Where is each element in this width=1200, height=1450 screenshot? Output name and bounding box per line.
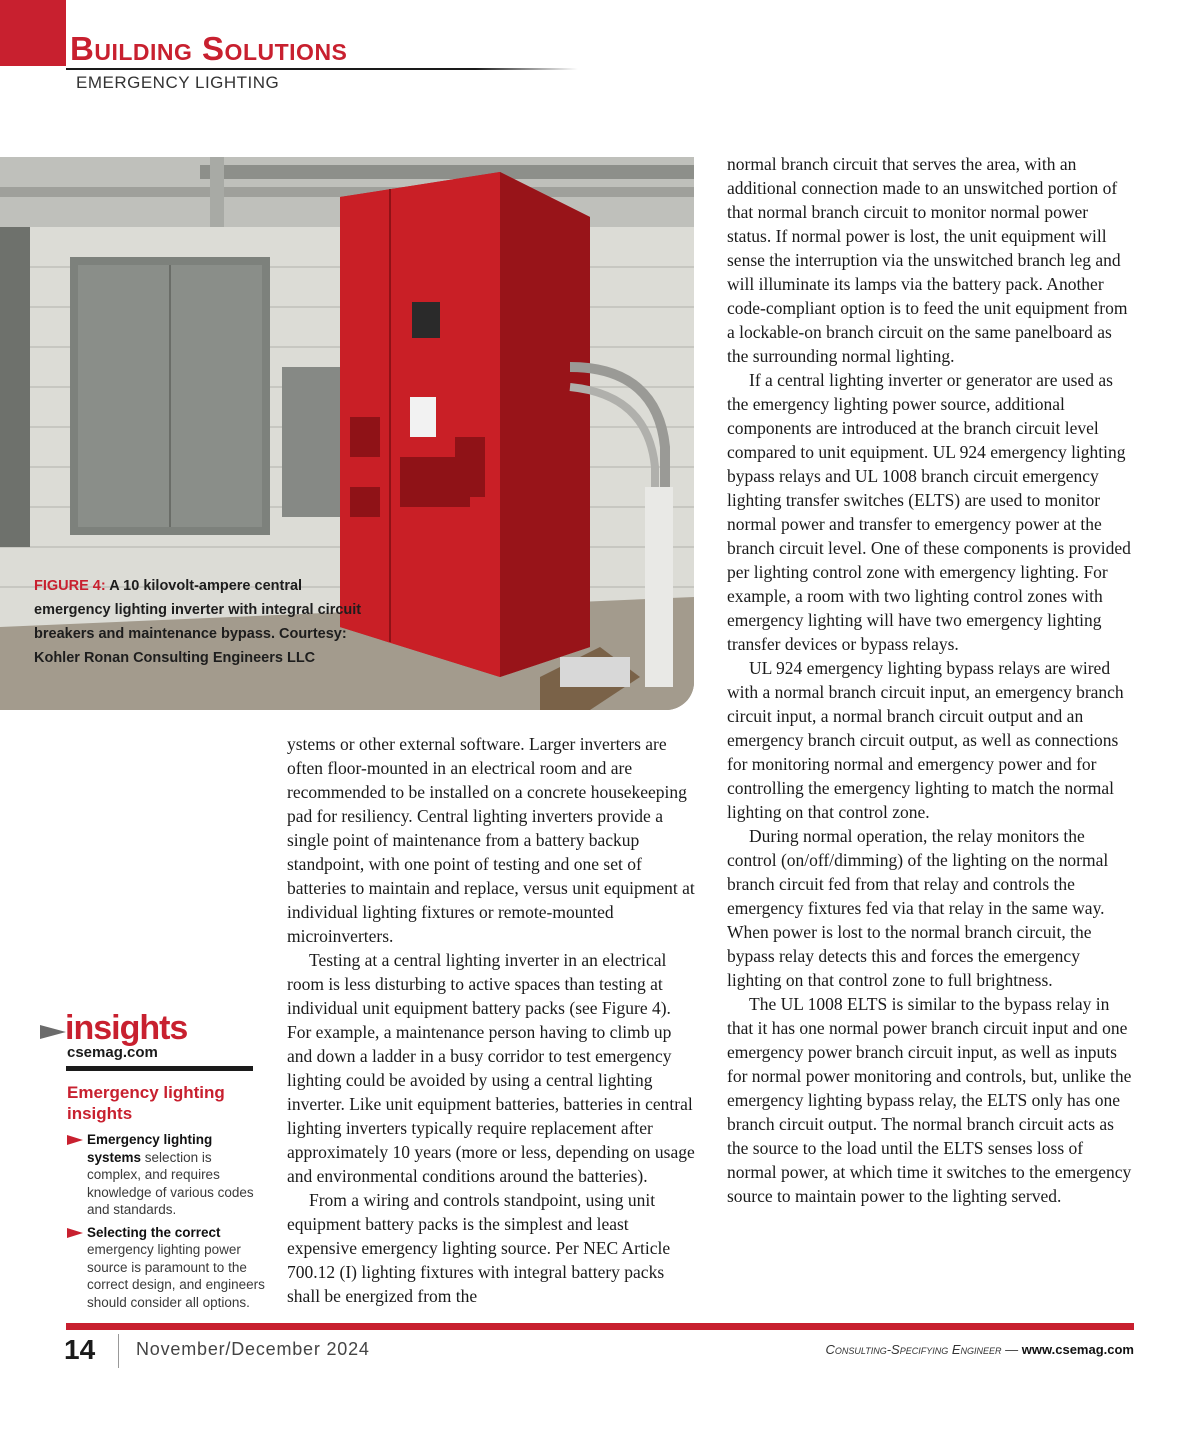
insight-bold: Emergency lighting systems: [87, 1132, 213, 1165]
body-paragraph: normal branch circuit that serves the area, with an additional connection made to an unswitched portion of that normal branch circuit to monitor normal power status. If normal power is lost, the unit equipment will sense the interruption via the unswitched branch leg and will illuminate its lamps via the battery pack. Another code-compliant option is to feed the unit equipment from a lockable-on branch circuit on the same panelboard as the surrounding normal lighting.: [727, 154, 1128, 366]
section-title: Building Solutions: [70, 30, 348, 67]
insights-logo-word: insights: [65, 1009, 188, 1047]
body-paragraph: From a wiring and controls standpoint, using unit equipment battery packs is the simplest and least expensive emergency lighting source. Per NEC Article 700.12 (I) lighting fixtures with integral battery packs shall be energized from the: [287, 1190, 671, 1306]
body-paragraph: UL 924 emergency lighting bypass relays are wired with a normal branch circuit input, an emergency branch circuit input, a normal branch circuit output and an emergency branch circuit output, as well as connections for monitoring normal and emergency power and for controlling the emergency lighting to match the normal lighting on that control zone.: [727, 658, 1124, 822]
arrow-bullet-icon: [67, 1135, 83, 1145]
publication-url[interactable]: www.csemag.com: [1021, 1342, 1134, 1357]
figure-label: FIGURE 4:: [34, 578, 106, 594]
footer-divider: [118, 1334, 119, 1368]
insights-heading: Emergency lighting insights: [67, 1083, 225, 1123]
page-number: 14: [64, 1334, 96, 1365]
figure-caption-text: A 10 kilovolt-ampere central emergency lighting inverter with integral circuit breakers and maintenance bypass. Courtesy: Kohler Ronan Consulting Engineers LLC: [34, 578, 362, 666]
footer-publication: [826, 1342, 1135, 1357]
body-column-right: [727, 152, 1135, 1208]
insights-logo-site: csemag.com: [67, 1044, 158, 1061]
body-paragraph: ystems or other external software. Larger inverters are often floor-mounted in an electrical room and are recommended to be installed on a concrete housekeeping pad for resiliency. Central lighting inverters provide a single point of maintenance from a battery backup standpoint, with one point of testing and one set of batteries to maintain and replace, versus unit equipment at individual lighting fixtures or remote-mounted microinverters.: [287, 734, 695, 946]
arrow-icon: [40, 1025, 66, 1039]
insights-rule: [66, 1066, 253, 1071]
footer-rule: [66, 1323, 1134, 1330]
insight-text: selection is complex, and requires knowledge of various codes and standards.: [87, 1149, 254, 1217]
insights-logo[interactable]: [40, 1009, 260, 1073]
footer-separator: —: [1001, 1342, 1022, 1357]
publication-name: Consulting-Specifying Engineer: [825, 1342, 1002, 1357]
list-item: [67, 1224, 267, 1312]
insight-text: emergency lighting power source is paramount to the correct design, and engineers should consider all options.: [87, 1242, 265, 1310]
issue-date: November/December 2024: [136, 1339, 370, 1359]
insight-bold: Selecting the correct: [87, 1224, 221, 1240]
body-paragraph: Testing at a central lighting inverter in an electrical room is less disturbing to active spaces than testing at individual unit equipment battery packs (see Figure 4). For example, a maintenance person having to climb up and down a ladder in a busy corridor to test emergency lighting could be avoided by using a central lighting inverter. Like unit equipment batteries, batteries in central lighting inverters typically require replacement after approximately 10 years (more or less, depending on usage and environmental conditions around the batteries).: [287, 950, 695, 1186]
red-header-tab: [0, 0, 66, 66]
body-paragraph: During normal operation, the relay monitors the control (on/off/dimming) of the lighting on the normal branch circuit fed from that relay and controls the emergency fixtures fed via that relay in the same way. When power is lost to the normal branch circuit, the bypass relay detects this and forces the emergency lighting on that control zone to full brightness.: [727, 826, 1109, 990]
body-paragraph: If a central lighting inverter or generator are used as the emergency lighting power source, additional components are introduced at the branch circuit level compared to unit equipment. UL 924 emergency lighting bypass relays and UL 1008 branch circuit emergency lighting transfer switches (ELTS) are used to monitor normal power and transfer to emergency power at the branch circuit level. One of these components is provided per lighting control zone with emergency lighting. For example, a room with two lighting control zones with emergency lighting will have two emergency lighting transfer devices or bypass relays.: [727, 370, 1131, 654]
list-item: [67, 1131, 267, 1219]
insights-list: [67, 1131, 267, 1316]
arrow-bullet-icon: [67, 1228, 83, 1238]
body-paragraph: The UL 1008 ELTS is similar to the bypass relay in that it has one normal power branch circuit input and one emergency power branch circuit input, as well as inputs for normal power monitoring and controls, but, unlike the emergency lighting bypass relay, the ELTS only has one branch circuit output. The normal branch circuit acts as the source to the load until the ELTS senses loss of normal power, at which time it switches to the emergency source to maintain power to the lighting served.: [727, 994, 1132, 1206]
section-subtitle: EMERGENCY LIGHTING: [76, 73, 280, 92]
figure-caption: [34, 574, 374, 670]
title-rule: [66, 68, 578, 70]
body-column-middle: [287, 732, 697, 1308]
